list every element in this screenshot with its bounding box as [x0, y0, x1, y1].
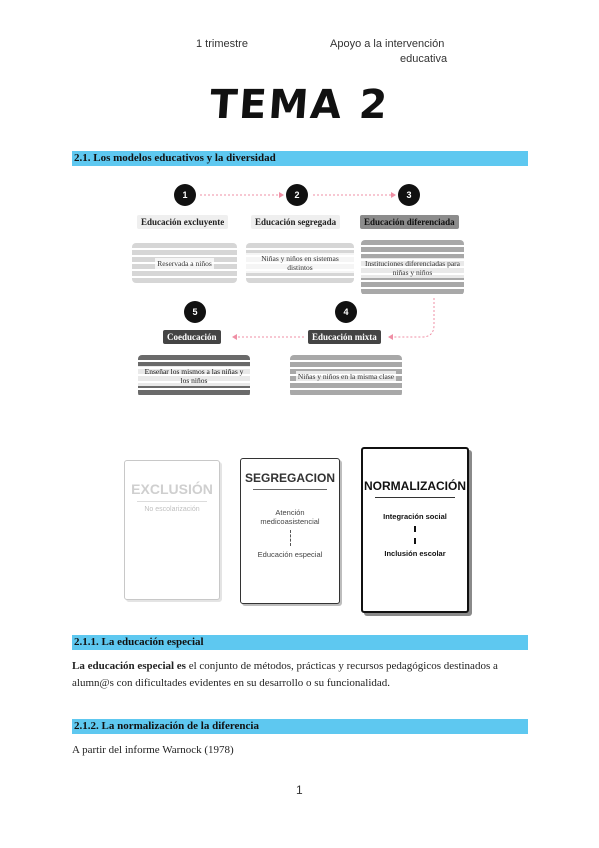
stage-4-label: Educación mixta	[308, 330, 381, 344]
normalization-paragraph: A partir del informe Warnock (1978)	[72, 744, 234, 756]
normalization-divider	[375, 497, 455, 498]
special-education-paragraph	[72, 658, 530, 692]
normalization-text-1: Integración social	[383, 512, 447, 521]
stage-3-number: 3	[398, 184, 420, 206]
stage-4-number: 4	[335, 301, 357, 323]
normalization-card	[361, 447, 469, 613]
stage-3-description: Instituciones diferenciadas para niñas y niños	[361, 240, 464, 295]
normalization-title: NORMALIZACIÓN	[364, 479, 466, 493]
stage-1-label: Educación excluyente	[137, 215, 228, 229]
exclusion-card	[124, 460, 220, 600]
stage-2-label: Educación segregada	[251, 215, 340, 229]
segregation-text-1: Atención medicoasistencial	[260, 508, 320, 526]
header-term: 1 trimestre	[196, 38, 248, 50]
section-heading-models: 2.1. Los modelos educativos y la diversidad	[72, 151, 528, 166]
section-heading-normalization: 2.1.2. La normalización de la diferencia	[72, 719, 528, 734]
stage-5-label: Coeducación	[163, 330, 221, 344]
section-heading-special-education: 2.1.1. La educación especial	[72, 635, 528, 650]
special-education-text: el conjunto de métodos, prácticas y recursos pedagógicos destinados a alumn@s con dificultades evidentes en su desarrollo o su funcionalidad.	[72, 660, 498, 689]
segregation-text-2: Educación especial	[257, 550, 323, 559]
segregation-card	[240, 458, 340, 604]
stage-1-number: 1	[174, 184, 196, 206]
normalization-text-2: Inclusión escolar	[384, 549, 446, 558]
exclusion-divider	[137, 501, 207, 502]
special-education-lead: La educación especial es	[72, 660, 186, 672]
normalization-connector	[414, 526, 416, 544]
page-number: 1	[296, 783, 303, 797]
segregation-title: SEGREGACION	[244, 471, 335, 485]
stage-4-description: Niñas y niños en la misma clase	[290, 355, 402, 397]
page-title: TEMA 2	[208, 82, 391, 128]
exclusion-text: No escolarización	[144, 506, 200, 513]
stage-5-description: Enseñar los mismos a las niñas y los niños	[138, 355, 250, 397]
segregation-divider	[253, 489, 327, 490]
arrow-3-4	[392, 298, 434, 337]
stage-1-description: Reservada a niños	[132, 243, 237, 283]
stage-3-label: Educación diferenciada	[360, 215, 459, 229]
segregation-connector	[290, 530, 291, 546]
stage-2-description: Niñas y niños en sistemas distintos	[246, 243, 354, 283]
exclusion-title: EXCLUSIÓN	[131, 481, 213, 497]
header-subject-line1: Apoyo a la intervención	[330, 38, 445, 50]
stage-5-number: 5	[184, 301, 206, 323]
stage-2-number: 2	[286, 184, 308, 206]
header-subject-line2: educativa	[400, 53, 448, 65]
